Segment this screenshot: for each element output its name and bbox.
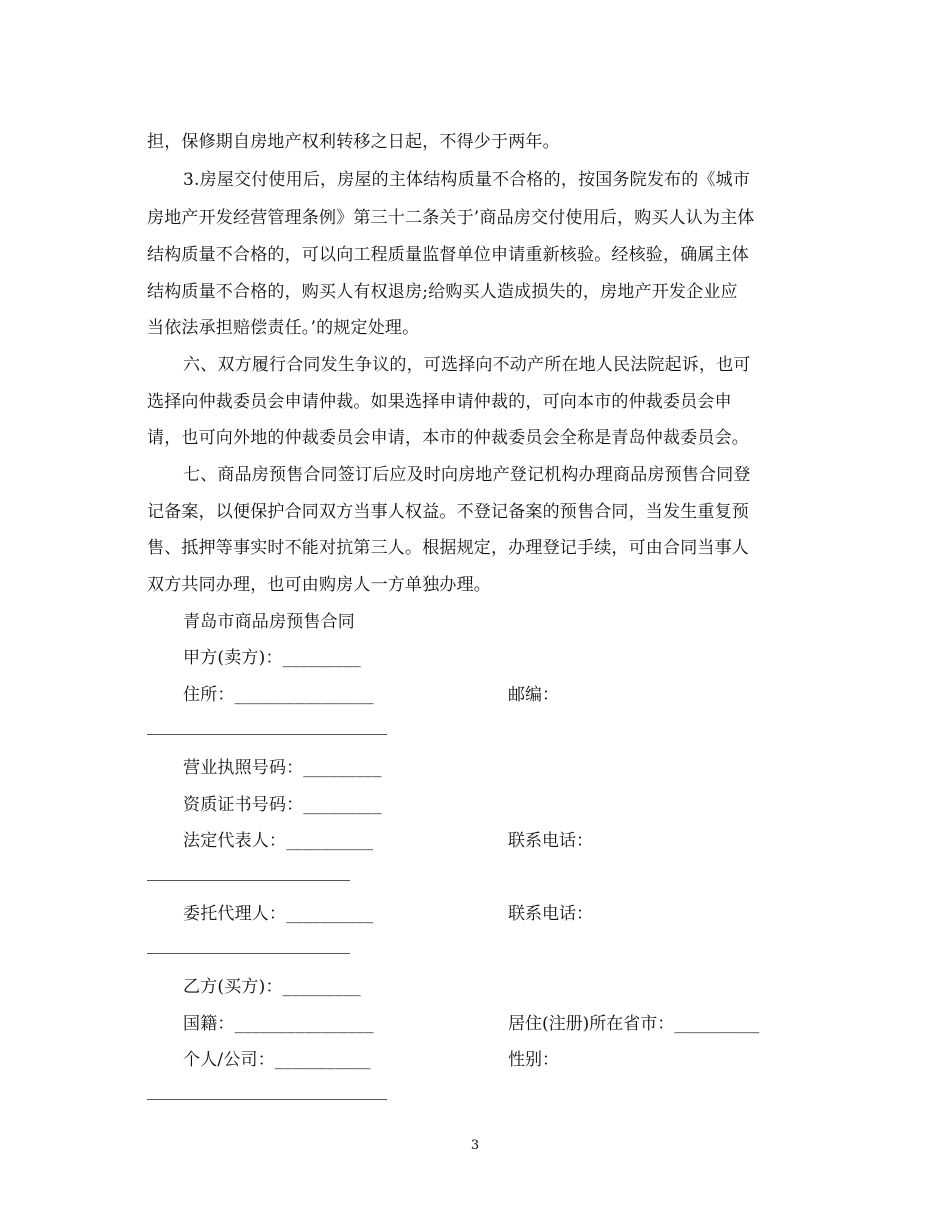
paragraph-line: 记备案，以便保护合同双方当事人权益。不登记备案的预售合同，当发生重复预 bbox=[147, 502, 749, 522]
paragraph-line: 当依法承担赔偿责任。’的规定处理。 bbox=[147, 318, 420, 338]
phone-field: 联系电话： bbox=[508, 904, 593, 924]
paragraph-line: 选择向仲裁委员会申请仲裁。如果选择申请仲裁的，可向本市的仲裁委员会申 bbox=[147, 392, 732, 412]
paragraph-line: 六、双方履行合同发生争议的，可选择向不动产所在地人民法院起诉，也可 bbox=[183, 355, 751, 375]
address-field: 住所：________________ bbox=[183, 685, 374, 705]
paragraph-line: 房地产开发经营管理条例》第三十二条关于’商品房交付使用后，购买人认为主体 bbox=[147, 208, 755, 228]
paragraph-line: 售、抵押等事实时不能对抗第三人。根据规定，办理登记手续，可由合同当事人 bbox=[147, 538, 749, 558]
paragraph-line: 担，保修期自房地产权利转移之日起，不得少于两年。 bbox=[147, 132, 560, 152]
agent-field: 委托代理人：__________ bbox=[183, 904, 374, 924]
phone-field: 联系电话： bbox=[508, 831, 593, 851]
paragraph-line: 请，也可向外地的仲裁委员会申请，本市的仲裁委员会全称是青岛仲裁委员会。 bbox=[147, 428, 749, 448]
paragraph-line: 结构质量不合格的，购买人有权退房;给购买人造成损失的，房地产开发企业应 bbox=[147, 282, 738, 302]
paragraph-line: 3.房屋交付使用后，房屋的主体结构质量不合格的，按国务院发布的《城市 bbox=[183, 170, 751, 190]
blank-rule bbox=[147, 1099, 387, 1100]
residence-field: 居住(注册)所在省市：__________ bbox=[508, 1014, 760, 1034]
nationality-field: 国籍：________________ bbox=[183, 1014, 374, 1034]
party-b-field: 乙方(买方)：_________ bbox=[183, 977, 361, 997]
blank-rule bbox=[147, 734, 387, 735]
page-number: 3 bbox=[470, 1138, 480, 1153]
blank-rule bbox=[147, 880, 350, 881]
paragraph-line: 七、商品房预售合同签订后应及时向房地产登记机构办理商品房预售合同登 bbox=[183, 465, 751, 485]
blank-rule bbox=[147, 953, 350, 954]
license-number-field: 营业执照号码：_________ bbox=[183, 758, 382, 778]
party-a-field: 甲方(卖方)：_________ bbox=[183, 648, 361, 668]
gender-field: 性别： bbox=[508, 1050, 559, 1070]
certificate-number-field: 资质证书号码：_________ bbox=[183, 795, 382, 815]
contract-title: 青岛市商品房预售合同 bbox=[183, 612, 355, 632]
paragraph-line: 双方共同办理，也可由购房人一方单独办理。 bbox=[147, 575, 491, 595]
paragraph-line: 结构质量不合格的，可以向工程质量监督单位申请重新核验。经核验，确属主体 bbox=[147, 245, 749, 265]
postcode-field: 邮编： bbox=[508, 685, 559, 705]
person-company-field: 个人/公司：___________ bbox=[183, 1050, 371, 1070]
legal-representative-field: 法定代表人：__________ bbox=[183, 831, 374, 851]
